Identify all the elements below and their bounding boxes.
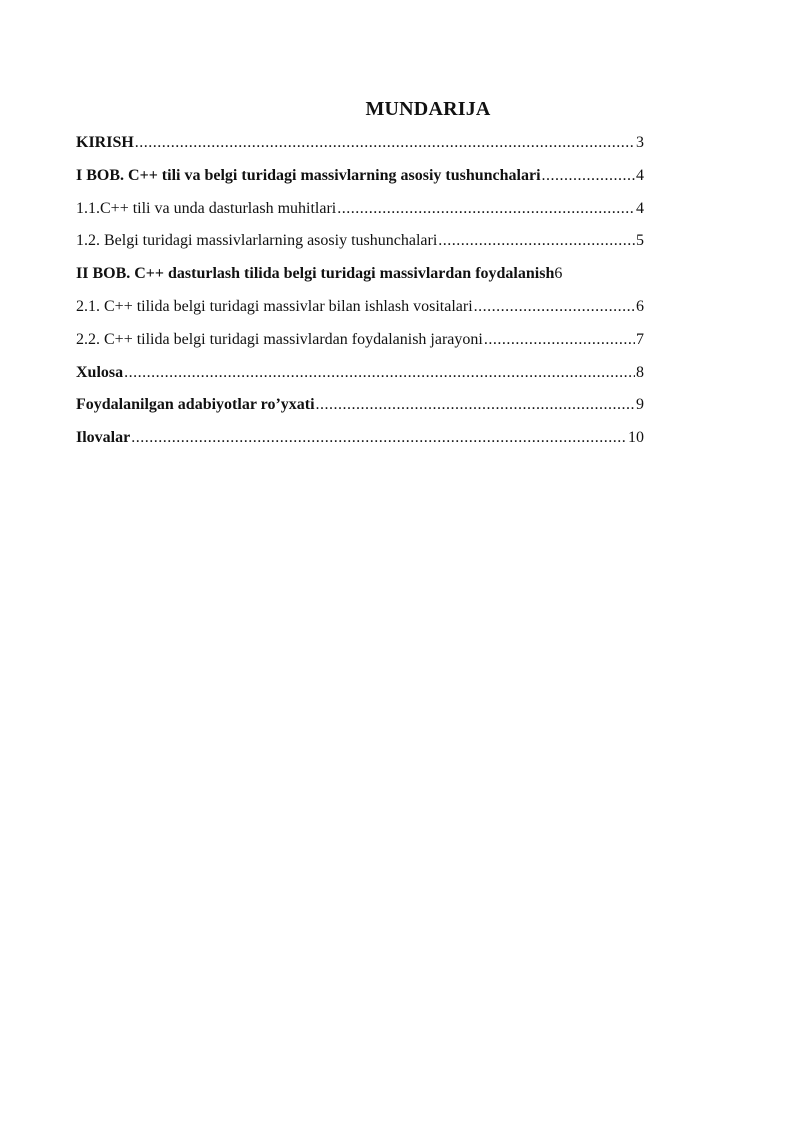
toc-entry-page: 4 <box>636 199 644 217</box>
toc-entry-kirish <box>76 134 644 167</box>
toc-entry-references <box>76 396 644 429</box>
toc-entry-chapter-1 <box>76 167 644 200</box>
dot-leader <box>316 396 635 414</box>
dot-leader <box>135 134 635 152</box>
toc-entry-label: Foydalanilgan adabiyotlar ro’yxati <box>76 396 315 414</box>
toc-entry-page: 5 <box>636 232 644 250</box>
toc-entry-page: 4 <box>636 166 644 184</box>
dot-leader <box>337 200 635 218</box>
toc-entry-page: 10 <box>628 429 644 447</box>
toc-entry-page: 7 <box>636 330 644 348</box>
toc-entry-label: 1.2. Belgi turidagi massivlarlarning asosiy tushunchalari <box>76 232 438 250</box>
dot-leader <box>542 167 635 185</box>
dot-leader <box>438 232 635 250</box>
page-title: MUNDARIJA <box>365 98 491 120</box>
toc-entry-page: 6 <box>554 265 563 283</box>
toc-entry-chapter-2 <box>76 265 644 298</box>
toc-entry-page: 3 <box>636 134 644 151</box>
dot-leader <box>484 331 635 349</box>
toc-entry-ilovalar <box>76 429 644 462</box>
toc-entry-label: 2.1. C++ tilida belgi turidagi massivlar bilan ishlash vositalari <box>76 297 473 315</box>
dot-leader <box>474 298 635 316</box>
toc-entry-xulosa <box>76 364 644 397</box>
dot-leader <box>124 364 635 382</box>
toc-entry-label: 2.2. C++ tilida belgi turidagi massivlardan foydalanish jarayoni <box>76 330 483 348</box>
toc-entry-section-1-2 <box>76 232 644 265</box>
toc-entry-section-2-2 <box>76 331 644 364</box>
toc-entry-label: I BOB. C++ tili va belgi turidagi massivlarning asosiy tushunchalari <box>76 166 541 184</box>
toc-entry-label: 1.1.C++ tili va unda dasturlash muhitlari <box>76 199 337 217</box>
toc-entry-page: 8 <box>636 363 644 381</box>
toc-entry-label: Xulosa <box>76 363 124 381</box>
toc-entry-label: KIRISH <box>76 134 134 151</box>
toc-entry-page: 9 <box>636 396 644 414</box>
toc-entry-page: 6 <box>636 297 644 315</box>
toc-entry-label: Ilovalar <box>76 429 131 447</box>
toc-entry-label: II BOB. C++ dasturlash tilida belgi turidagi massivlardan foydalanish <box>76 265 555 283</box>
toc-entry-section-2-1 <box>76 298 644 331</box>
dot-leader <box>131 429 627 447</box>
toc-entry-section-1-1 <box>76 200 644 233</box>
table-of-contents <box>76 134 644 462</box>
